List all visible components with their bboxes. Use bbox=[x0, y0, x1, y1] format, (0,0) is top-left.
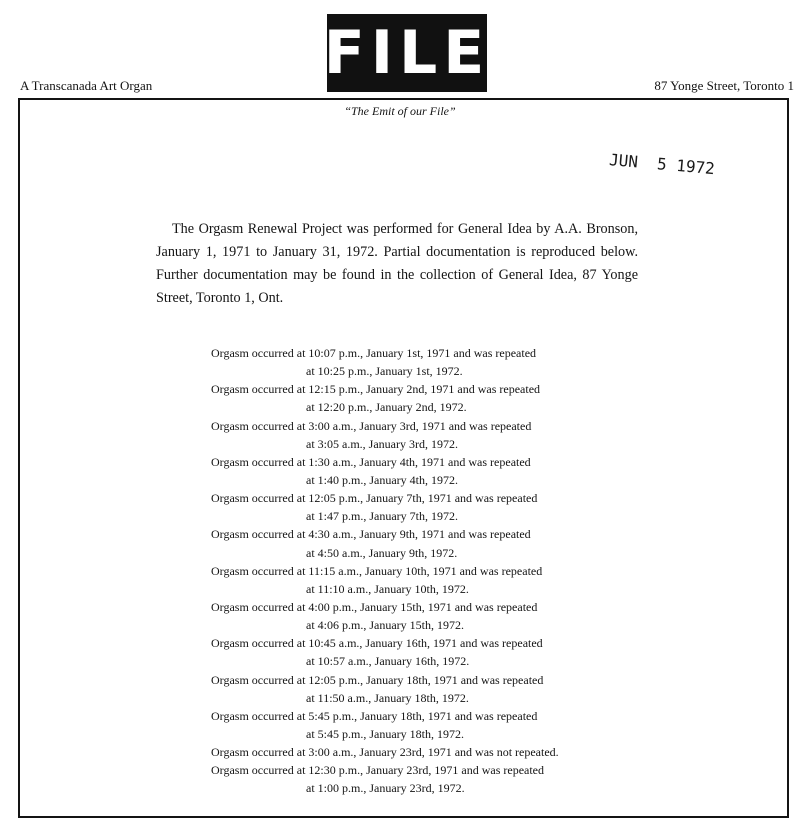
log-entry bbox=[180, 634, 640, 670]
log-entry bbox=[180, 489, 640, 525]
masthead-right-address: 87 Yonge Street, Toronto 1 bbox=[654, 78, 794, 93]
motto: “The Emit of our File” bbox=[344, 104, 456, 118]
log-entry bbox=[180, 525, 640, 561]
stamp-month: JUN bbox=[608, 150, 639, 172]
log-entry-occurrence: Orgasm occurred at 3:00 a.m., January 23rd, 1971 and was not repeated. bbox=[211, 745, 559, 760]
log-entry bbox=[180, 344, 640, 380]
log-entry-repetition: at 1:47 p.m., January 7th, 1972. bbox=[306, 509, 458, 524]
log-entry-occurrence: Orgasm occurred at 12:05 p.m., January 7th, 1971 and was repeated bbox=[211, 491, 538, 506]
log-entry-occurrence: Orgasm occurred at 4:00 p.m., January 15th, 1971 and was repeated bbox=[211, 599, 538, 614]
log-entry-repetition: at 3:05 a.m., January 3rd, 1972. bbox=[306, 436, 458, 451]
log-entry bbox=[180, 380, 640, 416]
intro-paragraph: The Orgasm Renewal Project was performed for General Idea by A.A. Bronson, January 1, 1971 to January 31, 1972. Partial documentation is reproduced below. Further documentation may be found in the collection of General Idea, 87 Yonge Street, Toronto 1, Ont. bbox=[156, 221, 638, 306]
log-entry-occurrence: Orgasm occurred at 12:15 p.m., January 2nd, 1971 and was repeated bbox=[211, 382, 541, 397]
log-entry-occurrence: Orgasm occurred at 3:00 a.m., January 3rd, 1971 and was repeated bbox=[211, 418, 532, 433]
log-entry-occurrence: Orgasm occurred at 5:45 p.m., January 18th, 1971 and was repeated bbox=[211, 708, 538, 723]
file-logo: FILE bbox=[327, 14, 487, 92]
log-entry-repetition: at 10:57 a.m., January 16th, 1972. bbox=[306, 654, 470, 669]
log-entry-occurrence: Orgasm occurred at 10:45 a.m., January 16th, 1971 and was repeated bbox=[211, 636, 543, 651]
log-entry bbox=[180, 761, 640, 797]
log-entry-repetition: at 12:20 p.m., January 2nd, 1972. bbox=[306, 400, 467, 415]
log-entry bbox=[180, 707, 640, 743]
stamp-year: 1972 bbox=[675, 155, 716, 179]
log-entry bbox=[180, 743, 640, 761]
log-entry-repetition: at 1:00 p.m., January 23rd, 1972. bbox=[306, 781, 465, 796]
log-entry-repetition: at 4:50 a.m., January 9th, 1972. bbox=[306, 545, 458, 560]
orgasm-log bbox=[180, 344, 640, 798]
log-entry-occurrence: Orgasm occurred at 11:15 a.m., January 10th, 1971 and was repeated bbox=[211, 563, 543, 578]
masthead-left-tagline: A Transcanada Art Organ bbox=[20, 78, 153, 93]
log-entry-occurrence: Orgasm occurred at 12:05 p.m., January 18th, 1971 and was repeated bbox=[211, 672, 544, 687]
log-entry bbox=[180, 453, 640, 489]
log-entry-occurrence: Orgasm occurred at 12:30 p.m., January 23rd, 1971 and was repeated bbox=[211, 763, 545, 778]
log-entry-repetition: at 5:45 p.m., January 18th, 1972. bbox=[306, 726, 464, 741]
log-entry-repetition: at 4:06 p.m., January 15th, 1972. bbox=[306, 618, 464, 633]
log-entry-repetition: at 1:40 p.m., January 4th, 1972. bbox=[306, 472, 458, 487]
log-entry-repetition: at 11:50 a.m., January 18th, 1972. bbox=[306, 690, 469, 705]
log-entry bbox=[180, 562, 640, 598]
log-entry-occurrence: Orgasm occurred at 10:07 p.m., January 1st, 1971 and was repeated bbox=[211, 346, 537, 360]
log-entry-occurrence: Orgasm occurred at 1:30 a.m., January 4th, 1971 and was repeated bbox=[211, 454, 531, 469]
log-entry-repetition: at 10:25 p.m., January 1st, 1972. bbox=[306, 364, 463, 379]
log-entry-occurrence: Orgasm occurred at 4:30 a.m., January 9th, 1971 and was repeated bbox=[211, 527, 531, 542]
log-entry bbox=[180, 598, 640, 634]
log-entry-repetition: at 11:10 a.m., January 10th, 1972. bbox=[306, 581, 469, 596]
stamp-day: 5 bbox=[656, 154, 668, 174]
log-entry bbox=[180, 417, 640, 453]
log-entry bbox=[180, 671, 640, 707]
